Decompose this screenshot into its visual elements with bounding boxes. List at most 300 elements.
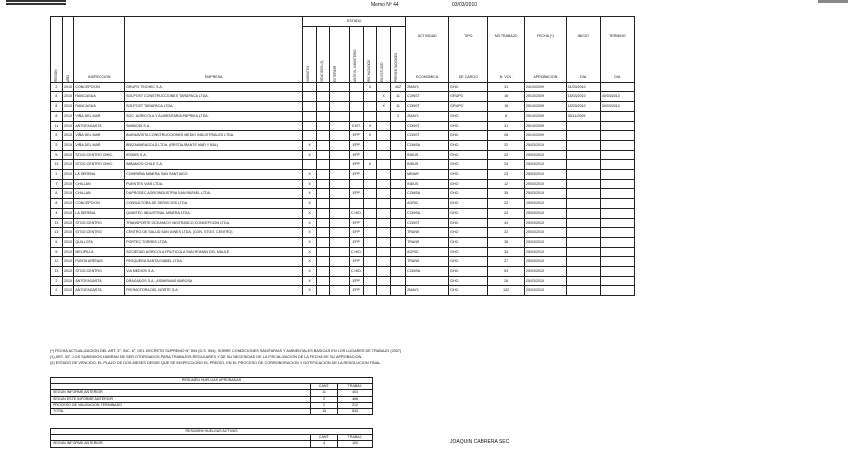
- table-cell-ven: [316, 267, 330, 277]
- table-cell-fecha: 25/10/2009: [524, 131, 566, 141]
- table-row: [51, 189, 635, 199]
- table-cell-v: X: [303, 257, 317, 267]
- table-cell-tipo: GHO: [449, 228, 488, 238]
- table-cell-est: [377, 237, 391, 247]
- table-cell-reg: 8: [51, 111, 63, 121]
- table-cell-ter: [600, 208, 634, 218]
- table-cell-pres: [390, 179, 405, 189]
- table-cell-v: [303, 92, 317, 102]
- table-cell-act: AGRIC: [406, 247, 449, 257]
- table-cell-reg: 8: [51, 199, 63, 209]
- table-cell-fecha: 25/03/2010: [524, 257, 566, 267]
- table-cell-ter: [600, 267, 634, 277]
- table-cell-min: [349, 82, 363, 92]
- table-row: [51, 102, 635, 112]
- table-cell-emp: SOCIEDAD AGRICOLA FRUTICOLA SAN ROMAN DEL MAULE: [125, 247, 303, 257]
- table-cell-emp: PROMOTORA DEL NORTE S.A.: [125, 286, 303, 296]
- table-cell-ter: [600, 218, 634, 228]
- table-cell-tipo: GRUPO: [449, 102, 488, 112]
- table-cell-ano: 2010: [62, 92, 74, 102]
- table-cell-est: [377, 170, 391, 180]
- table-row: [51, 267, 635, 277]
- table-cell-insp: ANTOFAGASTA: [74, 286, 125, 296]
- table-cell-min: EPP: [349, 257, 363, 267]
- table-cell-ter: [600, 189, 634, 199]
- table-cell-emp: BRIZAMARAGOLD LTDA. (RESTAURANTE MAR Y BAL): [125, 140, 303, 150]
- table-cell-min: C.HID.: [349, 267, 363, 277]
- table-cell-m3: 16: [488, 92, 525, 102]
- table-cell-est: [377, 121, 391, 131]
- table-cell-pres: [390, 170, 405, 180]
- table-cell-act: AGRIC: [406, 199, 449, 209]
- table-cell-m3: 31: [488, 121, 525, 131]
- table-cell-est: X: [377, 92, 391, 102]
- table-cell-ini: 05/11/2009: [566, 111, 600, 121]
- table-cell-min: EPP: [349, 170, 363, 180]
- table-cell-insp: RANCAGUA: [74, 92, 125, 102]
- table-cell-ter: [600, 179, 634, 189]
- table-cell-act: ZMAY1: [406, 82, 449, 92]
- table-cell-ter: [600, 82, 634, 92]
- col-header: RECHAZADOS: [363, 26, 377, 82]
- table-cell-m3: 26: [488, 131, 525, 141]
- table-cell-reg: 4: [51, 208, 63, 218]
- summary-title: RESUMEN HUELGAS ACTIVAS: [51, 429, 373, 435]
- table-cell-v: X: [303, 170, 317, 180]
- table-cell-ext: [330, 208, 349, 218]
- table-cell-min: EXIT: [349, 121, 363, 131]
- table-body: [51, 82, 635, 295]
- table-cell-v: [303, 82, 317, 92]
- table-cell-reg: 13: [51, 160, 63, 170]
- table-cell-emp: DRAGADOS S.A., ASIMISMAS BAROSA: [125, 276, 303, 286]
- table-cell-emp: GRUPO TECHEC S.A.: [125, 82, 303, 92]
- table-cell-ini: [566, 208, 600, 218]
- table-cell-act: CONST: [406, 121, 449, 131]
- table-cell-ven: [316, 92, 330, 102]
- table-cell-est: [377, 267, 391, 277]
- table-row: [51, 276, 635, 286]
- table-cell-insp: CONCEPCION: [74, 82, 125, 92]
- table-cell-insp: CONCEPCION: [74, 199, 125, 209]
- table-cell-fecha: 25/10/2009: [524, 92, 566, 102]
- table-cell-emp: SIMBIODI S.A.: [125, 121, 303, 131]
- table-cell-insp: LA SERENA: [74, 170, 125, 180]
- table-cell-rech: [363, 199, 377, 209]
- table-cell-act: INDUS: [406, 179, 449, 189]
- footnotes: [50, 348, 610, 367]
- table-cell-insp: STGO.CENTRO: [74, 228, 125, 238]
- table-cell-ext: [330, 179, 349, 189]
- table-cell-emp: TRANSPORTE OCEANICO VASTRASCO CONCEPCION LTDA.: [125, 218, 303, 228]
- table-cell-est: [377, 150, 391, 160]
- table-cell-insp: ANTOFAGASTA: [74, 276, 125, 286]
- table-cell-ano: 2010: [62, 257, 74, 267]
- table-cell-pres: [390, 247, 405, 257]
- table-cell-pres: [390, 286, 405, 296]
- summary-row: SEGUN ESTE INFORME ANTERIOR 2 468: [51, 396, 373, 402]
- table-cell-insp: QUILLOTA: [74, 237, 125, 247]
- table-cell-min: EPP: [349, 160, 363, 170]
- table-cell-m3: 22: [488, 140, 525, 150]
- table-cell-pres: [390, 267, 405, 277]
- table-cell-v: X: [303, 237, 317, 247]
- table-cell-m3: 53: [488, 267, 525, 277]
- table-cell-ext: [330, 267, 349, 277]
- table-cell-v: [303, 121, 317, 131]
- col-header: VIGENTES: [303, 26, 317, 82]
- table-cell-ext: [330, 218, 349, 228]
- table-cell-v: X: [303, 228, 317, 238]
- table-cell-tipo: GHO: [449, 140, 488, 150]
- table-cell-m3: 27: [488, 257, 525, 267]
- table-row: [51, 160, 635, 170]
- table-cell-act: CONST: [406, 92, 449, 102]
- table-cell-m3: 35: [488, 189, 525, 199]
- table-cell-ini: 01/03/2010: [566, 82, 600, 92]
- table-cell-act: TRANS: [406, 237, 449, 247]
- table-cell-ano: 2010: [62, 82, 74, 92]
- table-cell-ini: [566, 267, 600, 277]
- table-cell-est: [377, 276, 391, 286]
- table-cell-ter: [600, 247, 634, 257]
- table-cell-act: COMSA: [406, 189, 449, 199]
- table-row: [51, 82, 635, 92]
- table-cell-ven: [316, 160, 330, 170]
- table-cell-act: INDUS: [406, 160, 449, 170]
- summary-title: RESUMEN HUELGAS APROBADAS: [51, 378, 373, 384]
- col-header: REGION: [51, 17, 63, 83]
- col-header: EMPRESA: [125, 17, 303, 83]
- table-cell-ini: [566, 286, 600, 296]
- table-cell-rech: X: [363, 82, 377, 92]
- table-cell-min: EPP: [349, 228, 363, 238]
- table-cell-ini: [566, 199, 600, 209]
- table-cell-act: TRANS: [406, 257, 449, 267]
- table-cell-rech: [363, 247, 377, 257]
- table-cell-ini: [566, 189, 600, 199]
- table-cell-pres: [390, 228, 405, 238]
- table-row: [51, 247, 635, 257]
- table-cell-ven: [316, 102, 330, 112]
- table-cell-ter: [600, 286, 634, 296]
- table-row: [51, 111, 635, 121]
- table-cell-ter: [600, 131, 634, 141]
- table-cell-ext: [330, 150, 349, 160]
- table-cell-v: X: [303, 199, 317, 209]
- table-cell-act: ZMAY1: [406, 111, 449, 121]
- table-cell-insp: CHILLAN: [74, 179, 125, 189]
- table-cell-ano: 2010: [62, 286, 74, 296]
- table-cell-tipo: GHO: [449, 267, 488, 277]
- table-cell-m3: 43: [488, 218, 525, 228]
- table-cell-insp: VIÑA DEL MAR: [74, 111, 125, 121]
- table-cell-ini: [566, 276, 600, 286]
- table-cell-v: X: [303, 140, 317, 150]
- table-cell-ter: [600, 237, 634, 247]
- table-row: [51, 257, 635, 267]
- table-cell-ven: [316, 257, 330, 267]
- table-cell-ano: 2010: [62, 170, 74, 180]
- table-cell-est: [377, 228, 391, 238]
- table-cell-m3: 24: [488, 160, 525, 170]
- table-cell-insp: STGO.CENTRO: [74, 267, 125, 277]
- table-cell-ext: [330, 247, 349, 257]
- table-cell-pres: [390, 237, 405, 247]
- table-cell-reg: 1: [51, 170, 63, 180]
- table-cell-tipo: GHO: [449, 218, 488, 228]
- table-cell-pres: 11: [390, 102, 405, 112]
- table-cell-tipo: GHO: [449, 131, 488, 141]
- table-cell-ano: 2010: [62, 160, 74, 170]
- table-cell-emp: SOLPOST CONSTRUCCIONES TARAPACA LTDA.: [125, 92, 303, 102]
- table-cell-ini: [566, 131, 600, 141]
- table-cell-ini: [566, 140, 600, 150]
- ministry-logo: [6, 0, 66, 6]
- table-cell-pres: [390, 257, 405, 267]
- table-cell-rech: [363, 150, 377, 160]
- table-row: [51, 286, 635, 296]
- table-cell-ven: [316, 82, 330, 92]
- table-cell-tipo: GHO: [449, 150, 488, 160]
- footnote: (*) FECHA ACTUALIZACION DEL ART. 3°, INC. 6°, DEL DECRETO SUPREMO N° 594 (D.S. 594), SOBRE CONDICIONES SANITARIAS Y AMBIENTALES BASICAS EN LOS LUGARES DE TRABAJO (2007): [50, 349, 402, 353]
- table-cell-emp: PUENTES VIAS LTDA.: [125, 179, 303, 189]
- table-cell-tipo: GHO: [449, 121, 488, 131]
- memo-number: Memo Nº 44: [371, 2, 399, 8]
- table-row: [51, 170, 635, 180]
- summary-second-table: [50, 428, 373, 448]
- table-cell-ini: [566, 170, 600, 180]
- table-cell-ext: [330, 160, 349, 170]
- table-cell-reg: 5: [51, 237, 63, 247]
- table-cell-rech: [363, 208, 377, 218]
- table-cell-est: [377, 257, 391, 267]
- table-cell-m3: 24: [488, 208, 525, 218]
- table-cell-reg: 2: [51, 286, 63, 296]
- table-cell-v: X: [303, 286, 317, 296]
- table-cell-m3: 31: [488, 82, 525, 92]
- table-cell-est: X: [377, 102, 391, 112]
- table-cell-act: [406, 276, 449, 286]
- table-cell-ven: [316, 150, 330, 160]
- table-cell-ini: [566, 121, 600, 131]
- table-cell-rech: [363, 276, 377, 286]
- table-cell-rech: [363, 257, 377, 267]
- table-cell-ter: [600, 257, 634, 267]
- table-cell-est: [377, 247, 391, 257]
- table-cell-rech: [363, 179, 377, 189]
- table-cell-reg: 7: [51, 179, 63, 189]
- table-cell-ven: [316, 111, 330, 121]
- table-cell-fecha: 25/03/2010: [524, 286, 566, 296]
- table-cell-ano: 2010: [62, 267, 74, 277]
- table-cell-ini: [566, 257, 600, 267]
- table-cell-ter: [600, 276, 634, 286]
- table-cell-pres: [390, 140, 405, 150]
- table-cell-ini: [566, 179, 600, 189]
- table-cell-est: [377, 82, 391, 92]
- table-cell-est: [377, 286, 391, 296]
- table-cell-min: EPP: [349, 189, 363, 199]
- table-cell-ter: [600, 160, 634, 170]
- table-cell-emp: DUPROSEC AGROINDUSTRIA SAN RAFAEL LTDA.: [125, 189, 303, 199]
- col-header: FECHA (*) APROBACION: [524, 17, 566, 83]
- table-cell-tipo: GHO: [449, 111, 488, 121]
- table-cell-tipo: GHO: [449, 208, 488, 218]
- table-cell-insp: LA SERENA: [74, 208, 125, 218]
- table-cell-tipo: GHO: [449, 189, 488, 199]
- table-cell-reg: 8: [51, 92, 63, 102]
- table-cell-m3: 132: [488, 286, 525, 296]
- table-cell-min: EPP: [349, 218, 363, 228]
- table-cell-min: [349, 92, 363, 102]
- table-cell-m3: 38: [488, 237, 525, 247]
- table-cell-ter: [600, 150, 634, 160]
- table-cell-emp: PESQUERA SANTA ISABEL LTDA.: [125, 257, 303, 267]
- table-cell-ano: 2010: [62, 237, 74, 247]
- table-cell-ter: [600, 228, 634, 238]
- table-cell-est: [377, 218, 391, 228]
- footnote: (1) ART. 33°, LOS SUBSIDIOS HABRAN DE SER OTORGADOS PARA TRABAJOS REGULARES Y DE SU NECESIDAD DE LA FISCALIZACION DE LA FECHA DE SU APROBACION.: [50, 355, 363, 360]
- table-cell-ven: [316, 218, 330, 228]
- table-cell-ini: [566, 228, 600, 238]
- table-cell-ven: [316, 140, 330, 150]
- table-cell-act: MINAR: [406, 170, 449, 180]
- table-cell-min: [349, 179, 363, 189]
- table-cell-min: [349, 111, 363, 121]
- table-cell-pres: [390, 131, 405, 141]
- table-cell-fecha: 25/03/2010: [524, 267, 566, 277]
- table-cell-insp: VIÑA DEL MAR: [74, 140, 125, 150]
- col-header: TERMINO DIA: [600, 17, 634, 83]
- table-cell-reg: 5: [51, 140, 63, 150]
- table-cell-ano: 2010: [62, 228, 74, 238]
- table-cell-ano: 2010: [62, 179, 74, 189]
- table-cell-insp: CHILLAN: [74, 189, 125, 199]
- table-cell-reg: 8: [51, 189, 63, 199]
- table-cell-rech: [363, 102, 377, 112]
- table-cell-fecha: 25/03/2010: [524, 170, 566, 180]
- table-cell-tipo: GHO: [449, 199, 488, 209]
- table-cell-pres: [390, 276, 405, 286]
- table-cell-m3: 22: [488, 199, 525, 209]
- table-cell-ter: [600, 140, 634, 150]
- memo-date: 03/03/2010: [452, 2, 478, 8]
- table-cell-pres: [390, 199, 405, 209]
- table-cell-min: [349, 199, 363, 209]
- table-cell-rech: [363, 111, 377, 121]
- table-cell-ano: 2010: [62, 121, 74, 131]
- table-cell-rech: [363, 228, 377, 238]
- table-cell-fecha: 25/10/2009: [524, 111, 566, 121]
- table-cell-v: X: [303, 189, 317, 199]
- table-cell-v: X: [303, 247, 317, 257]
- table-cell-ext: [330, 170, 349, 180]
- table-cell-emp: IROMIS S.A.: [125, 150, 303, 160]
- table-cell-v: [303, 102, 317, 112]
- table-cell-ter: [600, 170, 634, 180]
- table-cell-pres: 11: [390, 92, 405, 102]
- col-header: AÑO: [62, 17, 74, 83]
- table-cell-pres: [390, 189, 405, 199]
- table-cell-min: EPP: [349, 140, 363, 150]
- table-cell-ter: 30/03/2010: [600, 102, 634, 112]
- table-cell-ter: [600, 121, 634, 131]
- table-cell-emp: CENTRO DE SALUD SAN GINES LTDA. (CON. STGO. CENTRO): [125, 228, 303, 238]
- table-cell-v: X: [303, 276, 317, 286]
- table-cell-tipo: GHO: [449, 276, 488, 286]
- table-cell-m3: 26: [488, 276, 525, 286]
- table-cell-act: CONST: [406, 102, 449, 112]
- table-cell-pres: [390, 121, 405, 131]
- table-cell-ter: [600, 111, 634, 121]
- summary-approved-table: [50, 377, 373, 415]
- table-cell-insp: VIÑA DEL MAR: [74, 131, 125, 141]
- table-cell-reg: 2: [51, 82, 63, 92]
- table-cell-m3: 16: [488, 102, 525, 112]
- col-header: EXTERIOR: [330, 26, 349, 82]
- table-cell-act: ZMAY1: [406, 286, 449, 296]
- table-cell-ano: 2010: [62, 199, 74, 209]
- table-cell-fecha: 25/03/2010: [524, 189, 566, 199]
- table-cell-ano: 2010: [62, 208, 74, 218]
- table-cell-ext: [330, 199, 349, 209]
- table-cell-ven: [316, 237, 330, 247]
- table-cell-reg: 5: [51, 247, 63, 257]
- table-cell-emp: SOC. AGRICOLA Y ALIMENTARIA PAPRIKA LTDA.: [125, 111, 303, 121]
- table-cell-tipo: GHO: [449, 286, 488, 296]
- table-cell-ext: [330, 276, 349, 286]
- table-cell-est: [377, 131, 391, 141]
- table-cell-ext: [330, 131, 349, 141]
- table-cell-min: C.HID.: [349, 208, 363, 218]
- table-cell-act: COMSA: [406, 267, 449, 277]
- summary-row: TOTAL 15 843: [51, 409, 373, 415]
- table-cell-ano: 2010: [62, 140, 74, 150]
- table-cell-ext: [330, 286, 349, 296]
- table-cell-rech: X: [363, 121, 377, 131]
- table-row: [51, 199, 635, 209]
- table-cell-emp: SOLPOST TARAPACA LTDA.: [125, 102, 303, 112]
- table-cell-tipo: GHO: [449, 179, 488, 189]
- summary-row: SEGUN INFORME ANTERIOR 11 403: [51, 390, 373, 396]
- table-cell-ini: [566, 150, 600, 160]
- table-cell-rech: [363, 267, 377, 277]
- table-cell-v: X: [303, 208, 317, 218]
- table-cell-ven: [316, 228, 330, 238]
- table-cell-act: COMSA: [406, 140, 449, 150]
- table-cell-fecha: 25/03/2010: [524, 208, 566, 218]
- table-cell-ext: [330, 257, 349, 267]
- table-cell-rech: X: [363, 160, 377, 170]
- table-cell-reg: 2: [51, 276, 63, 286]
- table-cell-ini: 15/03/2010: [566, 92, 600, 102]
- table-cell-ter: [600, 199, 634, 209]
- table-cell-tipo: GHO: [449, 170, 488, 180]
- table-cell-rech: [363, 140, 377, 150]
- table-cell-ini: [566, 218, 600, 228]
- table-cell-fecha: 24/10/2009: [524, 82, 566, 92]
- table-cell-insp: STGO.CENTRO: [74, 218, 125, 228]
- header-mark: [818, 0, 848, 3]
- table-cell-ven: [316, 286, 330, 296]
- table-cell-fecha: 25/10/2009: [524, 102, 566, 112]
- table-cell-fecha: 25/03/2010: [524, 218, 566, 228]
- table-cell-rech: [363, 189, 377, 199]
- col-header: EN ESTUDIO: [377, 26, 391, 82]
- table-cell-pres: [390, 208, 405, 218]
- table-cell-emp: IMBAMOO CHILE S.A.: [125, 160, 303, 170]
